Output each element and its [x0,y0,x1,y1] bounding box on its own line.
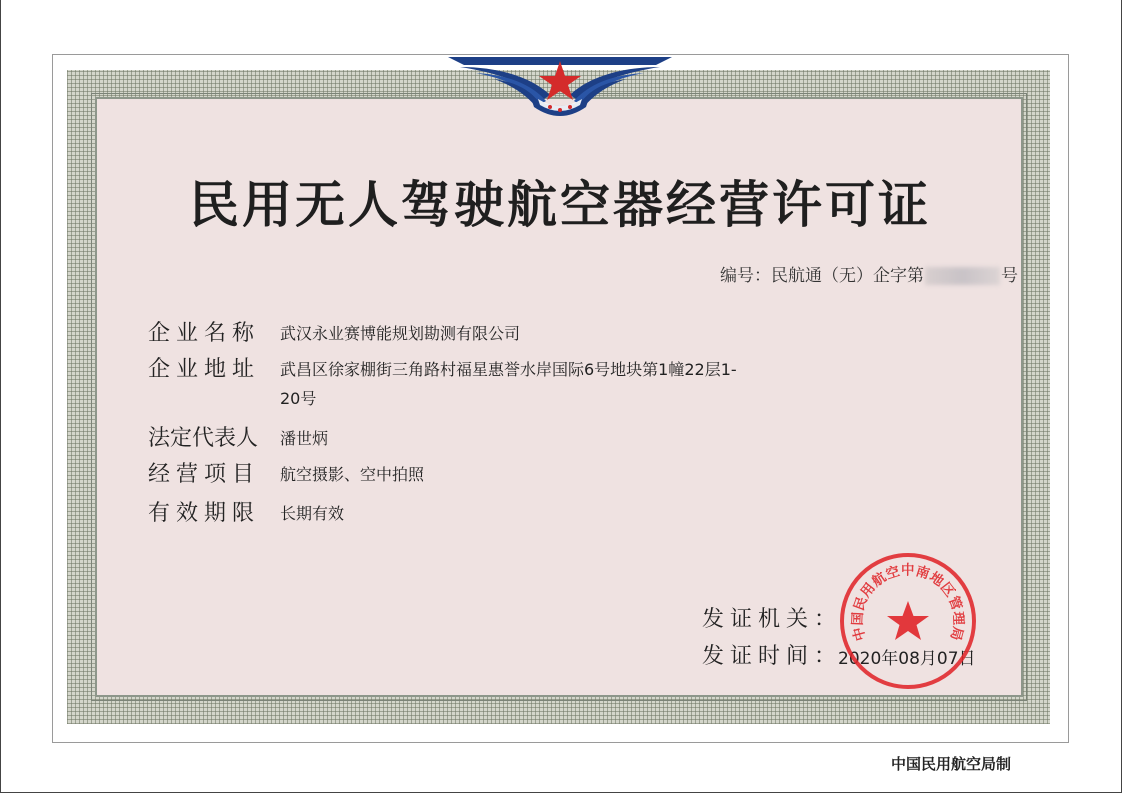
redacted-serial [925,267,1000,285]
business-scope-value: 航空摄影、空中拍照 [280,465,425,484]
issue-date-label: 发证时间： [702,644,843,669]
company-address-label: 企业地址 [148,357,261,382]
legal-representative-value: 潘世炳 [280,429,329,448]
company-address-value: 武昌区徐家棚街三角路村福星惠誉水岸国际6号地块第1幢22层1- [280,360,737,379]
company-name-label: 企业名称 [148,321,261,346]
issuing-authority-label: 发证机关： [702,607,843,632]
business-scope-label: 经营项目 [148,462,261,487]
seal-text: 中国民用航空中南地区管理局 [849,562,967,643]
serial-prefix: 编号：民航通（无）企字第 [720,266,924,286]
serial-number [720,265,1018,287]
issuer-footer: 中国民用航空局制 [891,755,1012,773]
serial-suffix: 号 [1001,266,1018,286]
caac-wing-emblem-icon [446,55,674,121]
company-address-value-line2: 20号 [280,389,317,408]
validity-period-value: 长期有效 [280,504,345,523]
validity-period-label: 有效期限 [148,501,261,526]
company-name-value: 武汉永业赛博能规划勘测有限公司 [280,324,521,343]
official-seal-stamp [838,551,978,691]
issue-date-value: 2020年08月07日 [838,649,976,669]
certificate-title: 民用无人驾驶航空器经营许可证 [189,175,931,234]
legal-representative-label: 法定代表人 [148,426,259,451]
